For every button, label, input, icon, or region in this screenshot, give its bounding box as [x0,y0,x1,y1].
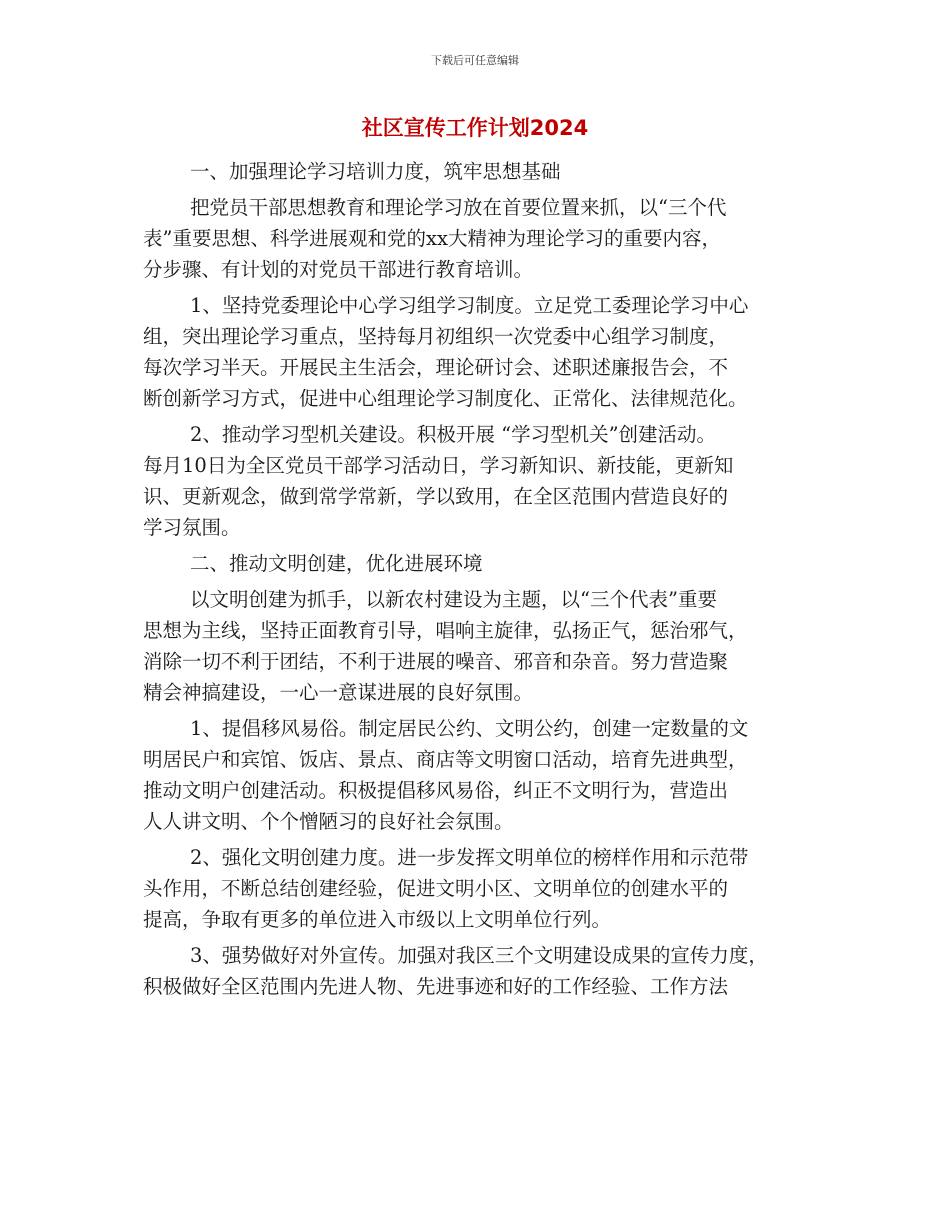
paragraph [143,156,808,187]
paragraph [143,192,808,285]
paragraph-line: 一、加强理论学习培训力度，筑牢思想基础 [190,160,561,183]
paragraph-line: 1、坚持党委理论中心学习组学习制度。立足党工委理论学习中心 [190,294,749,317]
paragraph-line: 每次学习半天。开展民主生活会，理论研讨会、述职述廉报告会，不 [143,356,729,379]
paragraph [143,548,808,579]
document-body [143,156,808,1007]
document-title: 社区宣传工作计划2024 [361,116,589,140]
paragraph-line: 学习氛围。 [143,516,241,539]
paragraph-line: 二、推动文明创建，优化进展环境 [190,552,483,575]
paragraph-line: 3、强势做好对外宣传。加强对我区三个文明建设成果的宣传力度， [190,944,768,967]
paragraph-line: 提高，争取有更多的单位进入市级以上文明单位行列。 [143,908,612,931]
paragraph [143,290,808,414]
paragraph [143,842,808,935]
paragraph-line: 人人讲文明、个个憎陋习的良好社会氛围。 [143,810,514,833]
paragraph-line: 每月10日为全区党员干部学习活动日，学习新知识、新技能，更新知 [143,454,734,477]
page-header-note: 下载后可任意编辑 [431,54,519,67]
paragraph [143,940,808,1002]
paragraph-line: 2、推动学习型机关建设。积极开展 “学习型机关”创建活动。 [190,423,717,446]
paragraph-line: 把党员干部思想教育和理论学习放在首要位置来抓，以“三个代 [190,196,727,219]
paragraph-line: 断创新学习方式，促进中心组理论学习制度化、正常化、法律规范化。 [143,387,748,410]
paragraph-line: 2、强化文明创建力度。进一步发挥文明单位的榜样作用和示范带 [190,846,749,869]
paragraph-line: 1、提倡移风易俗。制定居民公约、文明公约，创建一定数量的文 [190,717,749,740]
paragraph-line: 组，突出理论学习重点，坚持每月初组织一次党委中心组学习制度， [143,325,729,348]
paragraph-line: 精会神搞建设，一心一意谋进展的良好氛围。 [143,681,534,704]
paragraph-line: 推动文明户创建活动。积极提倡移风易俗，纠正不文明行为，营造出 [143,779,729,802]
paragraph-line: 消除一切不利于团结，不利于进展的噪音、邪音和杂音。努力营造聚 [143,650,729,673]
paragraph-line: 分步骤、有计划的对党员干部进行教育培训。 [143,258,534,281]
paragraph-line: 头作用，不断总结创建经验，促进文明小区、文明单位的创建水平的 [143,877,729,900]
paragraph-line: 表”重要思想、科学进展观和党的xx大精神为理论学习的重要内容， [143,227,721,250]
paragraph-line: 积极做好全区范围内先进人物、先进事迹和好的工作经验、工作方法 [143,975,729,998]
paragraph-line: 思想为主线，坚持正面教育引导，唱响主旋律，弘扬正气，惩治邪气， [143,619,748,642]
paragraph [143,584,808,708]
paragraph-line: 识、更新观念，做到常学常新，学以致用，在全区范围内营造良好的 [143,485,729,508]
paragraph-line: 明居民户和宾馆、饭店、景点、商店等文明窗口活动，培育先进典型， [143,748,748,771]
paragraph [143,713,808,837]
paragraph-line: 以文明创建为抓手，以新农村建设为主题，以“三个代表”重要 [190,588,717,611]
paragraph [143,419,808,543]
